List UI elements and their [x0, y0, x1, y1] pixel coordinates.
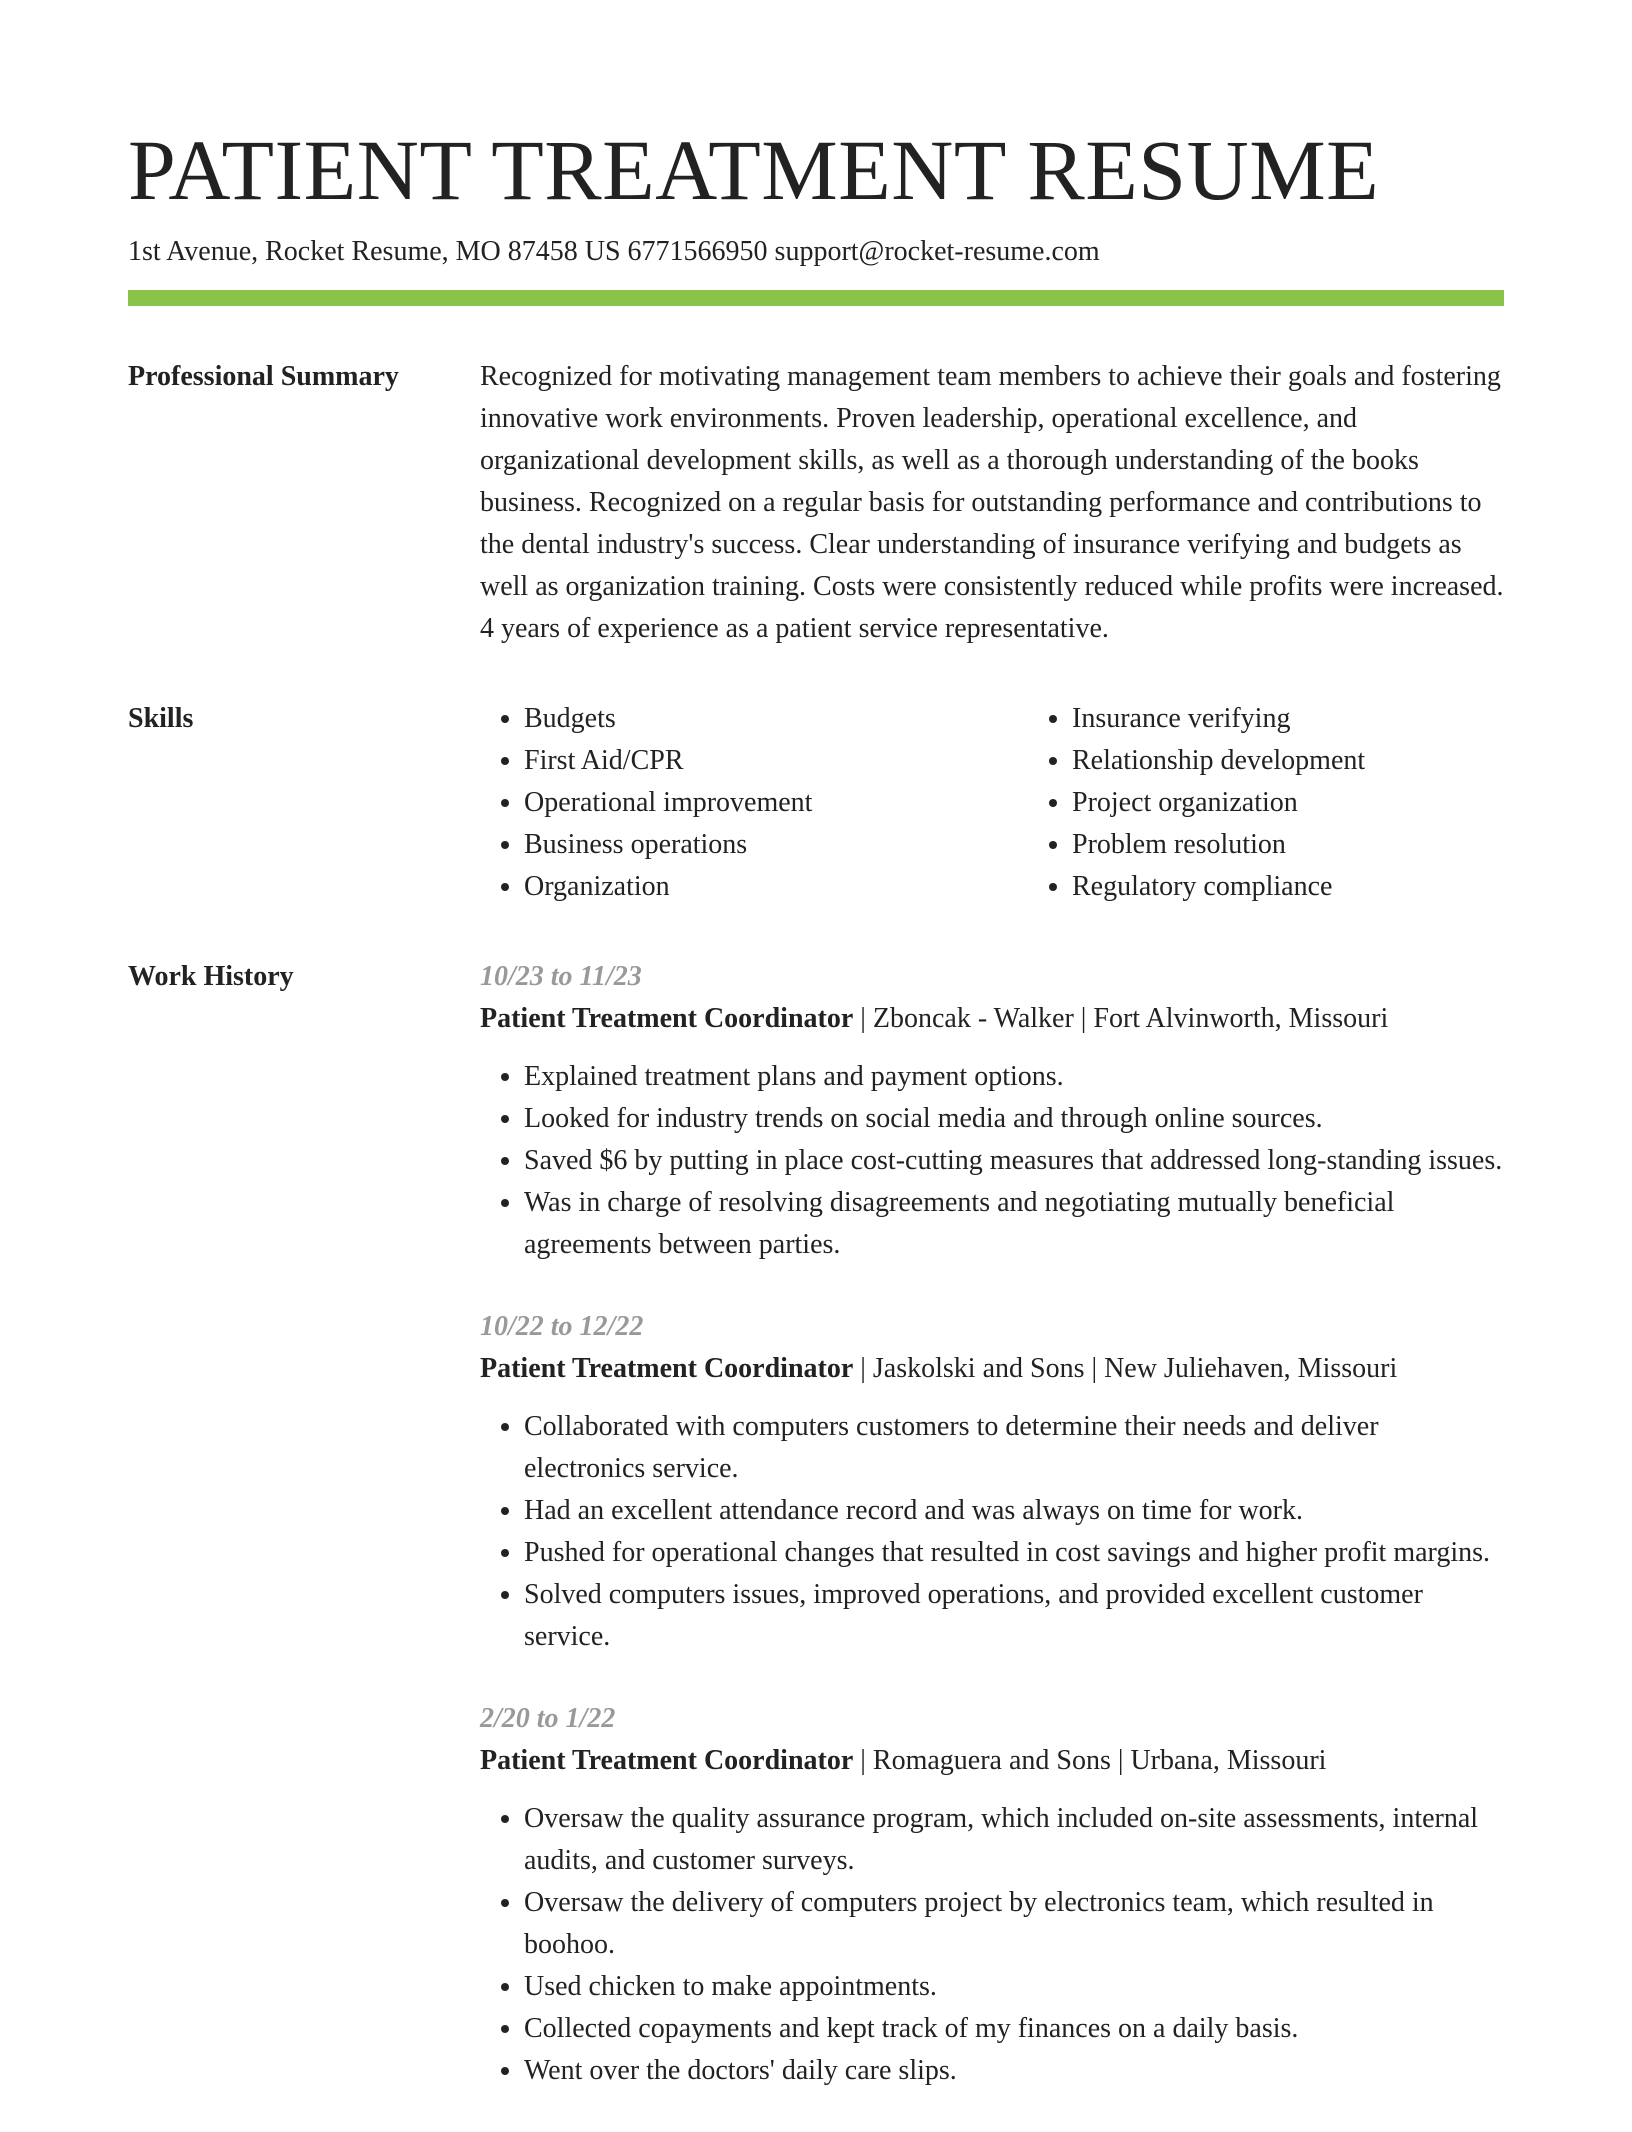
professional-summary-section — [128, 356, 1504, 650]
job-title: Patient Treatment Coordinator — [480, 1353, 854, 1384]
job-bullet: • Went over the doctors' daily care slips. — [524, 2050, 1504, 2092]
section-title-summary: Professional Summary — [128, 361, 399, 392]
job-bullet: • Explained treatment plans and payment options. — [524, 1056, 1504, 1098]
job-title: Patient Treatment Coordinator — [480, 1745, 854, 1776]
header-divider — [128, 290, 1504, 306]
job-details: | Zboncak - Walker | Fort Alvinworth, Missouri — [853, 1003, 1389, 1034]
skill-item: • Budgets — [524, 698, 1028, 740]
job-heading — [480, 1348, 1504, 1390]
skill-item: • Organization — [524, 866, 1028, 908]
job-heading — [480, 1740, 1504, 1782]
summary-text: Recognized for motivating management team members to achieve their goals and fostering innovative work environments. Proven leadership, operational excellence, and organizational development skills, as well as a thorough understanding of the books business. Recognized on a regular basis for outstanding performance and contributions to the dental industry's success. Clear understanding of insurance verifying and budgets as well as organization training. Costs were consistently reduced while profits were increased. 4 years of experience as a patient service representative. — [480, 361, 1504, 644]
job-heading — [480, 998, 1504, 1040]
job-bullet: • Saved $6 by putting in place cost-cutting measures that addressed long-standing issues. — [524, 1140, 1504, 1182]
skills-list-left — [480, 698, 1028, 908]
skills-list-right — [1028, 698, 1576, 908]
skill-item: • Operational improvement — [524, 782, 1028, 824]
skill-item: • Business operations — [524, 824, 1028, 866]
job-dates: 10/22 to 12/22 — [480, 1311, 644, 1342]
job-bullet: • Had an excellent attendance record and was always on time for work. — [524, 1490, 1504, 1532]
section-title-work: Work History — [128, 961, 294, 992]
job-bullet: • Collaborated with computers customers to determine their needs and deliver electronics service. — [524, 1406, 1504, 1490]
job-entry — [480, 1306, 1504, 1658]
job-bullet: • Solved computers issues, improved operations, and provided excellent customer service. — [524, 1574, 1504, 1658]
job-dates: 10/23 to 11/23 — [480, 961, 642, 992]
job-bullets — [480, 1798, 1504, 2092]
skill-item: • First Aid/CPR — [524, 740, 1028, 782]
resume-page — [128, 120, 1504, 2132]
contact-line: 1st Avenue, Rocket Resume, MO 87458 US 6771566950 support@rocket-resume.com — [128, 236, 1100, 267]
job-entry — [480, 1698, 1504, 2092]
job-details: | Jaskolski and Sons | New Juliehaven, Missouri — [853, 1353, 1398, 1384]
skill-item: • Project organization — [1072, 782, 1576, 824]
work-history-body — [480, 956, 1504, 2132]
job-bullet: • Pushed for operational changes that resulted in cost savings and higher profit margins. — [524, 1532, 1504, 1574]
resume-title: PATIENT TREATMENT RESUME — [128, 122, 1380, 218]
skills-section — [128, 698, 1504, 908]
job-bullet: • Oversaw the delivery of computers project by electronics team, which resulted in boohoo. — [524, 1882, 1504, 1966]
skill-item: • Relationship development — [1072, 740, 1576, 782]
job-title: Patient Treatment Coordinator — [480, 1003, 854, 1034]
section-title-skills: Skills — [128, 703, 194, 734]
job-bullet: • Was in charge of resolving disagreements and negotiating mutually beneficial agreements between parties. — [524, 1182, 1504, 1266]
work-history-section — [128, 956, 1504, 2132]
skills-columns — [480, 698, 1576, 908]
job-bullets — [480, 1406, 1504, 1658]
skill-item: • Problem resolution — [1072, 824, 1576, 866]
job-bullet: • Collected copayments and kept track of my finances on a daily basis. — [524, 2008, 1504, 2050]
job-details: | Romaguera and Sons | Urbana, Missouri — [853, 1745, 1327, 1776]
job-bullet: • Oversaw the quality assurance program, which included on-site assessments, internal audits, and customer surveys. — [524, 1798, 1504, 1882]
job-bullets — [480, 1056, 1504, 1266]
job-bullet: • Looked for industry trends on social media and through online sources. — [524, 1098, 1504, 1140]
skill-item: • Regulatory compliance — [1072, 866, 1576, 908]
job-bullet: • Used chicken to make appointments. — [524, 1966, 1504, 2008]
job-dates: 2/20 to 1/22 — [480, 1703, 616, 1734]
job-entry — [480, 956, 1504, 1266]
skill-item: • Insurance verifying — [1072, 698, 1576, 740]
